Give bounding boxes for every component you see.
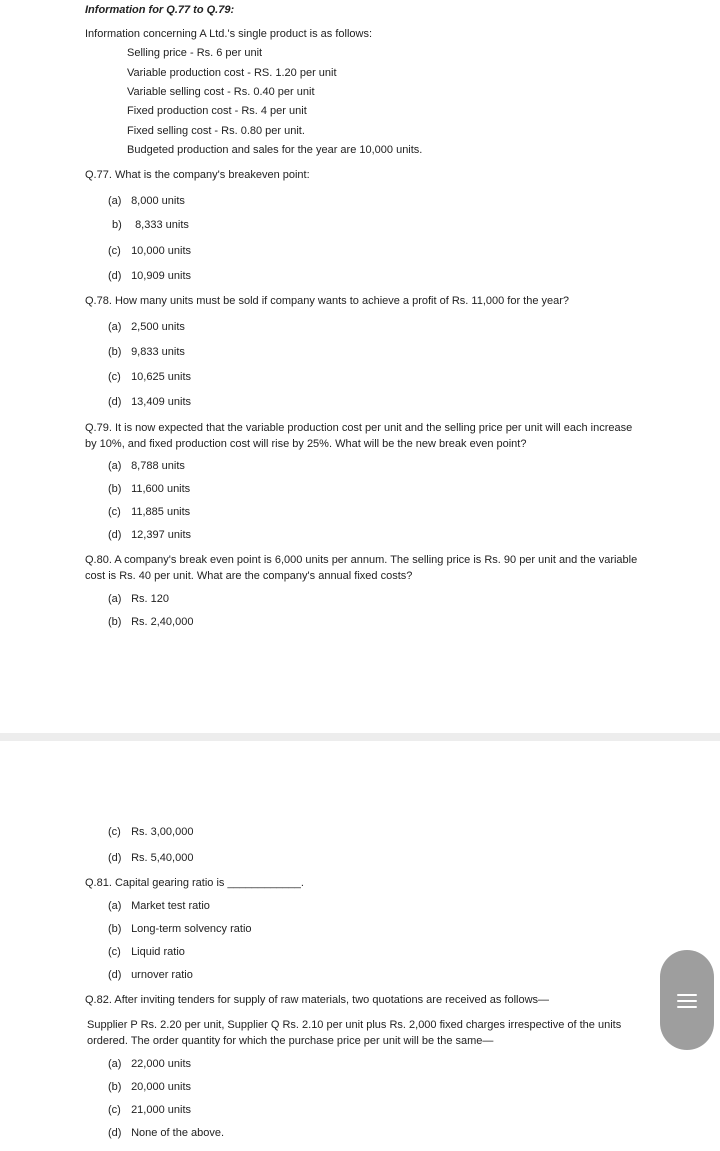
option-item xyxy=(108,345,185,361)
option-text: 11,600 units xyxy=(131,483,191,495)
option-item xyxy=(108,505,190,521)
option-letter: (c) xyxy=(108,1104,121,1116)
fact-item: Fixed selling cost - Rs. 0.80 per unit. xyxy=(127,125,305,137)
option-letter: (d) xyxy=(108,969,122,981)
option-letter: (c) xyxy=(108,245,121,257)
option-item xyxy=(108,968,193,984)
option-letter: (a) xyxy=(108,321,122,333)
option-item xyxy=(108,945,185,961)
option-letter: (c) xyxy=(108,506,121,518)
option-item xyxy=(112,218,189,234)
option-letter: (a) xyxy=(108,593,122,605)
option-item xyxy=(108,482,190,498)
option-text: None of the above. xyxy=(131,1127,225,1139)
option-item xyxy=(108,592,169,608)
question-q81: Q.81. Capital gearing ratio is ____________. xyxy=(85,877,304,889)
option-item xyxy=(108,320,185,336)
option-item xyxy=(108,1103,191,1119)
question-q78: Q.78. How many units must be sold if company wants to achieve a profit of Rs. 11,000 for the year? xyxy=(85,295,570,307)
option-item xyxy=(108,851,193,867)
option-text: 10,909 units xyxy=(131,270,191,282)
option-text: Liquid ratio xyxy=(131,946,185,958)
option-text: 10,625 units xyxy=(131,371,191,383)
page-separator xyxy=(0,733,720,741)
option-letter: (b) xyxy=(108,346,122,358)
option-letter: (b) xyxy=(108,1081,122,1093)
option-item xyxy=(108,922,252,938)
option-item xyxy=(108,1080,191,1096)
option-item xyxy=(108,269,191,285)
option-text: 8,000 units xyxy=(131,195,185,207)
fact-item: Budgeted production and sales for the year are 10,000 units. xyxy=(127,144,423,156)
option-item xyxy=(108,1057,191,1073)
option-letter: (a) xyxy=(108,1058,122,1070)
option-letter: (d) xyxy=(108,270,122,282)
option-text: 20,000 units xyxy=(131,1081,191,1093)
option-item xyxy=(108,615,193,631)
option-item xyxy=(108,370,191,386)
fact-item: Variable production cost - RS. 1.20 per unit xyxy=(127,67,337,79)
option-letter: (a) xyxy=(108,900,122,912)
option-text: Rs. 3,00,000 xyxy=(131,826,194,838)
option-letter: (c) xyxy=(108,371,121,383)
option-letter: (a) xyxy=(108,460,122,472)
option-letter: b) xyxy=(112,219,122,231)
option-letter: (d) xyxy=(108,852,122,864)
option-text: 12,397 units xyxy=(131,529,191,541)
question-q77: Q.77. What is the company's breakeven point: xyxy=(85,169,310,181)
option-text: Rs. 120 xyxy=(131,593,169,605)
option-text: Long-term solvency ratio xyxy=(131,923,252,935)
option-letter: (c) xyxy=(108,946,121,958)
question-q82: Q.82. After inviting tenders for supply of raw materials, two quotations are received as follows— xyxy=(85,994,550,1006)
question-q79: Q.79. It is now expected that the variable production cost per unit and the selling price per unit will each increase by 10%, and fixed production cost will rise by 25%. What will be the new break even point? xyxy=(85,422,633,450)
option-letter: (b) xyxy=(108,616,122,628)
option-letter: (d) xyxy=(108,529,122,541)
scroll-handle[interactable] xyxy=(660,950,714,1050)
section-heading: Information for Q.77 to Q.79: xyxy=(85,4,235,16)
option-text: 8,788 units xyxy=(131,460,185,472)
option-text: 13,409 units xyxy=(131,396,191,408)
option-text: Rs. 5,40,000 xyxy=(131,852,194,864)
option-text: 22,000 units xyxy=(131,1058,191,1070)
option-item xyxy=(108,194,185,210)
option-text: Rs. 2,40,000 xyxy=(131,616,194,628)
option-item xyxy=(108,244,191,260)
option-text: 11,885 units xyxy=(131,506,191,518)
option-letter: (c) xyxy=(108,826,121,838)
option-item xyxy=(108,825,193,841)
option-text: 21,000 units xyxy=(131,1104,191,1116)
option-item xyxy=(108,899,210,915)
fact-item: Selling price - Rs. 6 per unit xyxy=(127,47,263,59)
option-item xyxy=(108,528,191,544)
option-letter: (b) xyxy=(108,923,122,935)
option-item xyxy=(108,395,191,411)
option-text: 10,000 units xyxy=(131,245,191,257)
option-letter: (d) xyxy=(108,1127,122,1139)
fact-item: Fixed production cost - Rs. 4 per unit xyxy=(127,105,307,117)
option-text: 8,333 units xyxy=(135,219,189,231)
option-text: Market test ratio xyxy=(131,900,210,912)
option-text: urnover ratio xyxy=(131,969,193,981)
option-letter: (b) xyxy=(108,483,122,495)
intro-text: Information concerning A Ltd.'s single product is as follows: xyxy=(85,28,373,40)
option-item xyxy=(108,459,185,475)
fact-item: Variable selling cost - Rs. 0.40 per unit xyxy=(127,86,315,98)
option-text: 2,500 units xyxy=(131,321,185,333)
question-q80: Q.80. A company's break even point is 6,000 units per annum. The selling price is Rs. 90 per unit and the variable cost is Rs. 40 per unit. What are the company's annual fixed costs? xyxy=(85,554,638,582)
question-q82-detail: Supplier P Rs. 2.20 per unit, Supplier Q Rs. 2.10 per unit plus Rs. 2,000 fixed charges irrespective of the units ordered. The order quantity for which the purchase price per unit will be the same— xyxy=(87,1019,622,1047)
option-text: 9,833 units xyxy=(131,346,185,358)
option-item xyxy=(108,1126,224,1142)
option-letter: (d) xyxy=(108,396,122,408)
option-letter: (a) xyxy=(108,195,122,207)
